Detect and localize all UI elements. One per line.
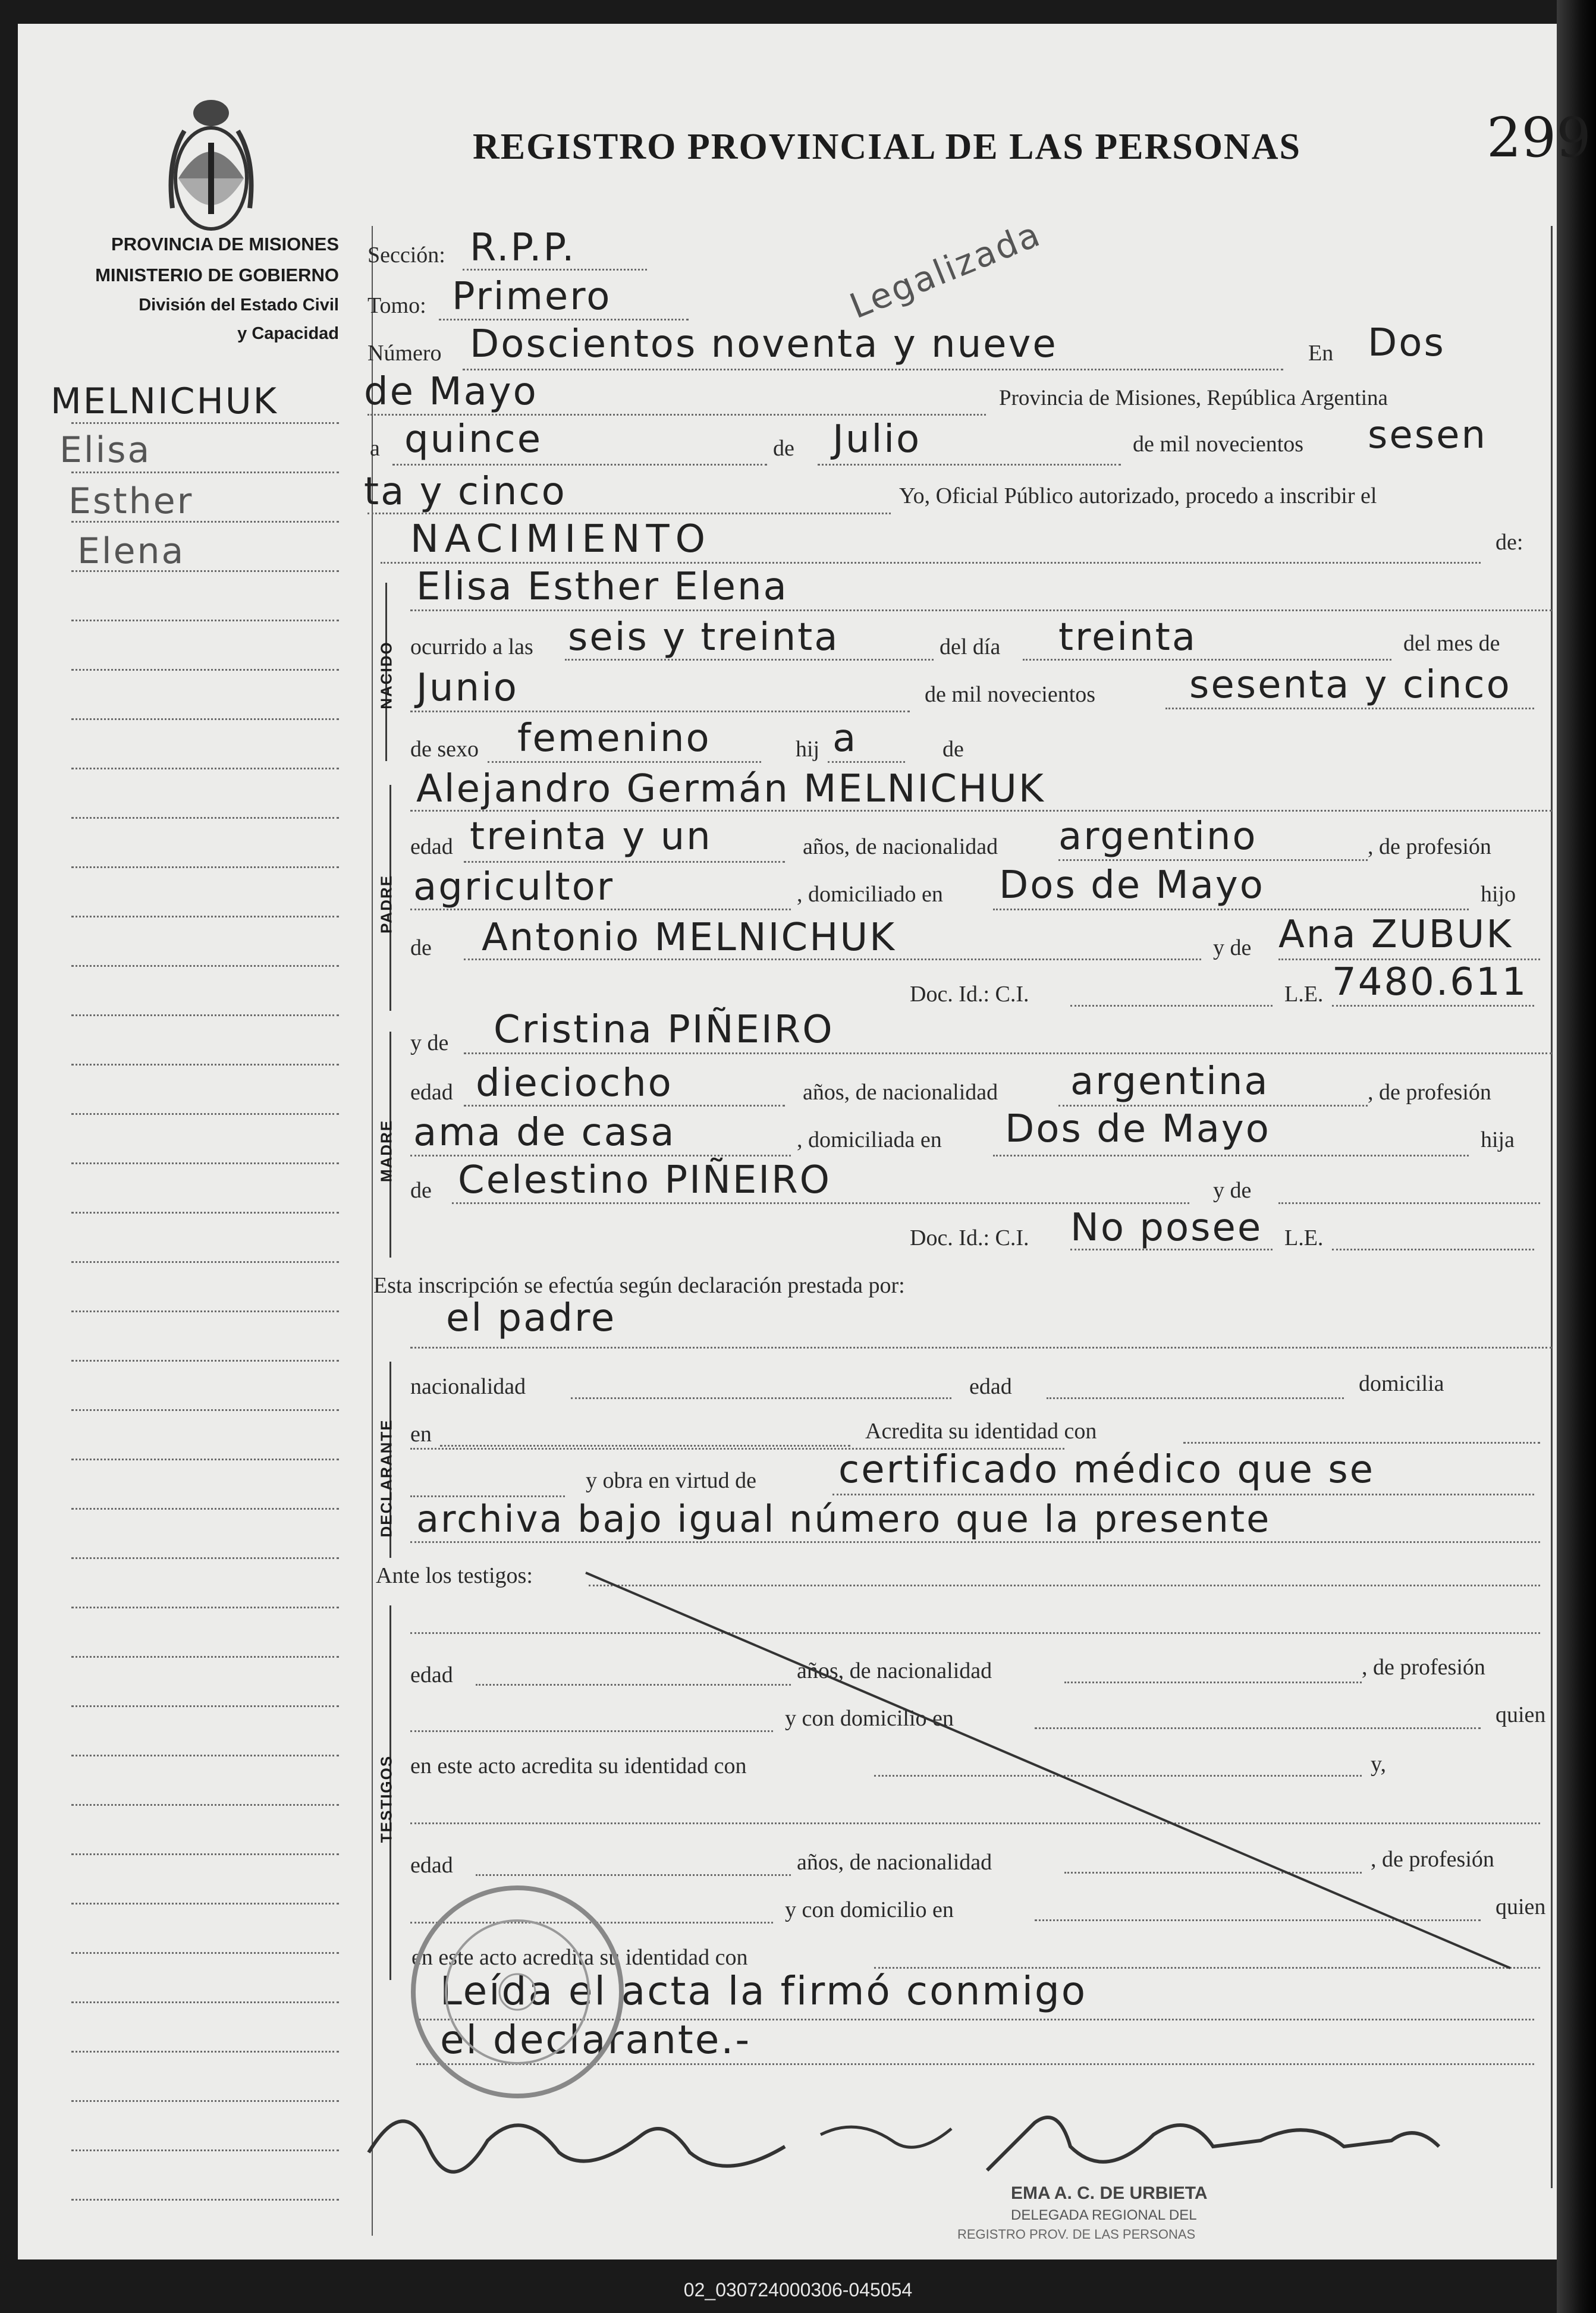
de-mil-label: de mil novecientos <box>925 682 1096 707</box>
child-name: Elisa Esther Elena <box>416 565 788 609</box>
stamp-line-2: DELEGADA REGIONAL DEL <box>1011 2207 1197 2223</box>
del-dia-label: del día <box>940 634 1001 659</box>
official-round-seal <box>404 1879 630 2105</box>
padre-y-de-label: y de <box>1213 935 1252 960</box>
padre-de-label: de <box>410 935 432 960</box>
madre-name: Cristina PIÑEIRO <box>494 1008 834 1052</box>
a-day: quince <box>404 417 543 461</box>
padre-anios-label: años, de nacionalidad <box>803 834 998 859</box>
closing-line-2: el declarante.- <box>440 2017 752 2063</box>
signatures <box>333 2081 1522 2212</box>
testigo1-profesion-label: , de profesión <box>1362 1655 1485 1680</box>
del-mes-label: del mes de <box>1403 631 1500 656</box>
testigo1-domicilio-label: y con domicilio en <box>785 1706 954 1731</box>
testigo2-anios-label: años, de nacionalidad <box>797 1850 992 1875</box>
testigo1-acredita-label: en este acto acredita su identidad con <box>410 1753 747 1778</box>
madre-edad-value: dieciocho <box>476 1061 673 1105</box>
testigo1-quien-label: quien <box>1496 1702 1546 1727</box>
declarante-edad-label: edad <box>969 1374 1012 1399</box>
madre-hija-label: hija <box>1481 1127 1515 1152</box>
margin-name-1: Elisa <box>59 429 152 471</box>
madre-father-of: Celestino PIÑEIRO <box>458 1158 831 1202</box>
declarante-acredita-label: Acredita su identidad con <box>865 1419 1097 1444</box>
mes-value: Junio <box>416 666 519 710</box>
madre-domicilio-value: Dos de Mayo <box>1005 1107 1271 1151</box>
madre-domicilio-label: , domiciliada en <box>797 1127 942 1152</box>
padre-edad-label: edad <box>410 834 453 859</box>
closing-line-1: Leída el acta la firmó conmigo <box>440 1968 1088 2014</box>
image-caption: 02_030724000306-045054 <box>683 2279 913 2301</box>
padre-side-label: PADRE <box>377 874 395 934</box>
madre-profesion-value: ama de casa <box>413 1111 676 1155</box>
madre-y-de-label: y de <box>410 1030 449 1055</box>
numero-value: Doscientos noventa y nueve <box>470 322 1058 366</box>
numero-label: Número <box>367 341 442 366</box>
madre-y-de-label-2: y de <box>1213 1178 1252 1203</box>
declarante-intro: Esta inscripción se efectúa según declaración prestada por: <box>373 1273 905 1298</box>
a-year-2: ta y cinco <box>364 470 567 514</box>
testigo1-y-label: y, <box>1371 1752 1387 1777</box>
declarante-obra-value-1: certificado médico que se <box>838 1448 1375 1492</box>
tomo-value: Primero <box>452 275 612 319</box>
padre-profesion-label: , de profesión <box>1368 834 1491 859</box>
ocurrido-label: ocurrido a las <box>410 634 533 659</box>
stamp-line-3: REGISTRO PROV. DE LAS PERSONAS <box>957 2227 1196 2242</box>
padre-doc-label: Doc. Id.: C.I. <box>910 982 1029 1007</box>
page-title: REGISTRO PROVINCIAL DE LAS PERSONAS <box>473 127 1301 167</box>
declarante-obra-label: y obra en virtud de <box>586 1468 757 1493</box>
seccion-value: R.P.P. <box>470 226 576 270</box>
madre-le-label: L.E. <box>1284 1225 1324 1250</box>
de-label-2: de <box>942 737 964 762</box>
testigo2-acredita-label: en este acto acredita su identidad con <box>411 1945 748 1970</box>
declarante-domicilia-label: domicilia <box>1359 1371 1444 1396</box>
testigo2-domicilio-label: y con domicilio en <box>785 1897 954 1922</box>
a-label: a <box>370 436 380 461</box>
ocurrido-value: seis y treinta <box>568 615 840 659</box>
testigos-ante-label: Ante los testigos: <box>376 1563 533 1588</box>
hij-value: a <box>832 716 858 760</box>
declarante-side-label: DECLARANTE <box>377 1419 395 1538</box>
diagonal-annotation: Legalizada <box>844 213 1047 327</box>
madre-anios-label: años, de nacionalidad <box>803 1080 998 1105</box>
padre-mother-of: Ana ZUBUK <box>1278 913 1513 957</box>
stamp-line-1: EMA A. C. DE URBIETA <box>1011 2183 1208 2203</box>
a-year-1: sesen <box>1368 413 1487 457</box>
margin-name-2: Esther <box>68 480 194 522</box>
org-line-2: MINISTERIO DE GOBIERNO <box>95 265 339 285</box>
de-colon-label: de: <box>1496 530 1523 555</box>
declarante-en-label: en <box>410 1422 432 1447</box>
sexo-value: femenino <box>517 716 711 760</box>
declarante-obra-value-2: archiva bajo igual número que la presente <box>416 1497 1271 1541</box>
padre-father-of: Antonio MELNICHUK <box>482 916 897 960</box>
testigo1-edad-label: edad <box>410 1663 453 1687</box>
hij-label: hij <box>796 737 820 762</box>
margin-name-3: Elena <box>77 530 186 572</box>
padre-domicilio-label: , domiciliado en <box>797 882 943 907</box>
padre-le-label: L.E. <box>1284 982 1324 1007</box>
declarante-nacionalidad-label: nacionalidad <box>410 1374 526 1399</box>
mil-label: de mil novecientos <box>1133 432 1304 457</box>
en-value-2: de Mayo <box>364 370 538 414</box>
madre-doc-label: Doc. Id.: C.I. <box>910 1225 1029 1250</box>
madre-de-label: de <box>410 1178 432 1203</box>
padre-le-value: 7480.611 <box>1332 960 1528 1004</box>
tomo-label: Tomo: <box>367 293 426 318</box>
madre-edad-label: edad <box>410 1080 453 1105</box>
testigo2-quien-label: quien <box>1496 1894 1546 1919</box>
a-month: Julio <box>832 417 922 461</box>
en-value-1: Dos <box>1368 321 1446 365</box>
seccion-label: Sección: <box>367 243 445 268</box>
padre-nacionalidad: argentino <box>1058 815 1258 859</box>
margin-surname: MELNICHUK <box>51 381 278 422</box>
testigo2-profesion-label: , de profesión <box>1371 1847 1494 1872</box>
testigos-side-label: TESTIGOS <box>377 1755 395 1843</box>
madre-nacionalidad: argentina <box>1070 1060 1270 1104</box>
nacido-side-label: NACIDO <box>377 641 395 709</box>
anio-value: sesenta y cinco <box>1189 663 1512 707</box>
padre-name: Alejandro Germán MELNICHUK <box>416 767 1045 811</box>
org-line-4: y Capacidad <box>237 324 339 343</box>
provincia-text: Provincia de Misiones, República Argentina <box>999 386 1388 410</box>
sexo-label: de sexo <box>410 737 479 762</box>
padre-profesion-value: agricultor <box>413 865 615 909</box>
padre-domicilio-value: Dos de Mayo <box>999 863 1265 907</box>
padre-hijo-label: hijo <box>1481 882 1516 907</box>
page-number: 299 <box>1487 106 1591 169</box>
madre-side-label: MADRE <box>377 1119 395 1183</box>
madre-ci-value: No posee <box>1070 1206 1263 1250</box>
del-dia-value: treinta <box>1058 615 1198 659</box>
oficial-text: Yo, Oficial Público autorizado, procedo a inscribir el <box>899 483 1377 508</box>
acto-value: NACIMIENTO <box>410 517 711 561</box>
org-line-3: División del Estado Civil <box>139 296 339 315</box>
padre-edad-value: treinta y un <box>470 815 712 859</box>
testigo2-edad-label: edad <box>410 1853 453 1878</box>
en-label: En <box>1308 341 1334 366</box>
declarante-value: el padre <box>446 1296 617 1340</box>
a-de-label: de <box>773 436 794 461</box>
org-line-1: PROVINCIA DE MISIONES <box>111 234 339 254</box>
testigo1-anios-label: años, de nacionalidad <box>797 1658 992 1683</box>
madre-profesion-label: , de profesión <box>1368 1080 1491 1105</box>
